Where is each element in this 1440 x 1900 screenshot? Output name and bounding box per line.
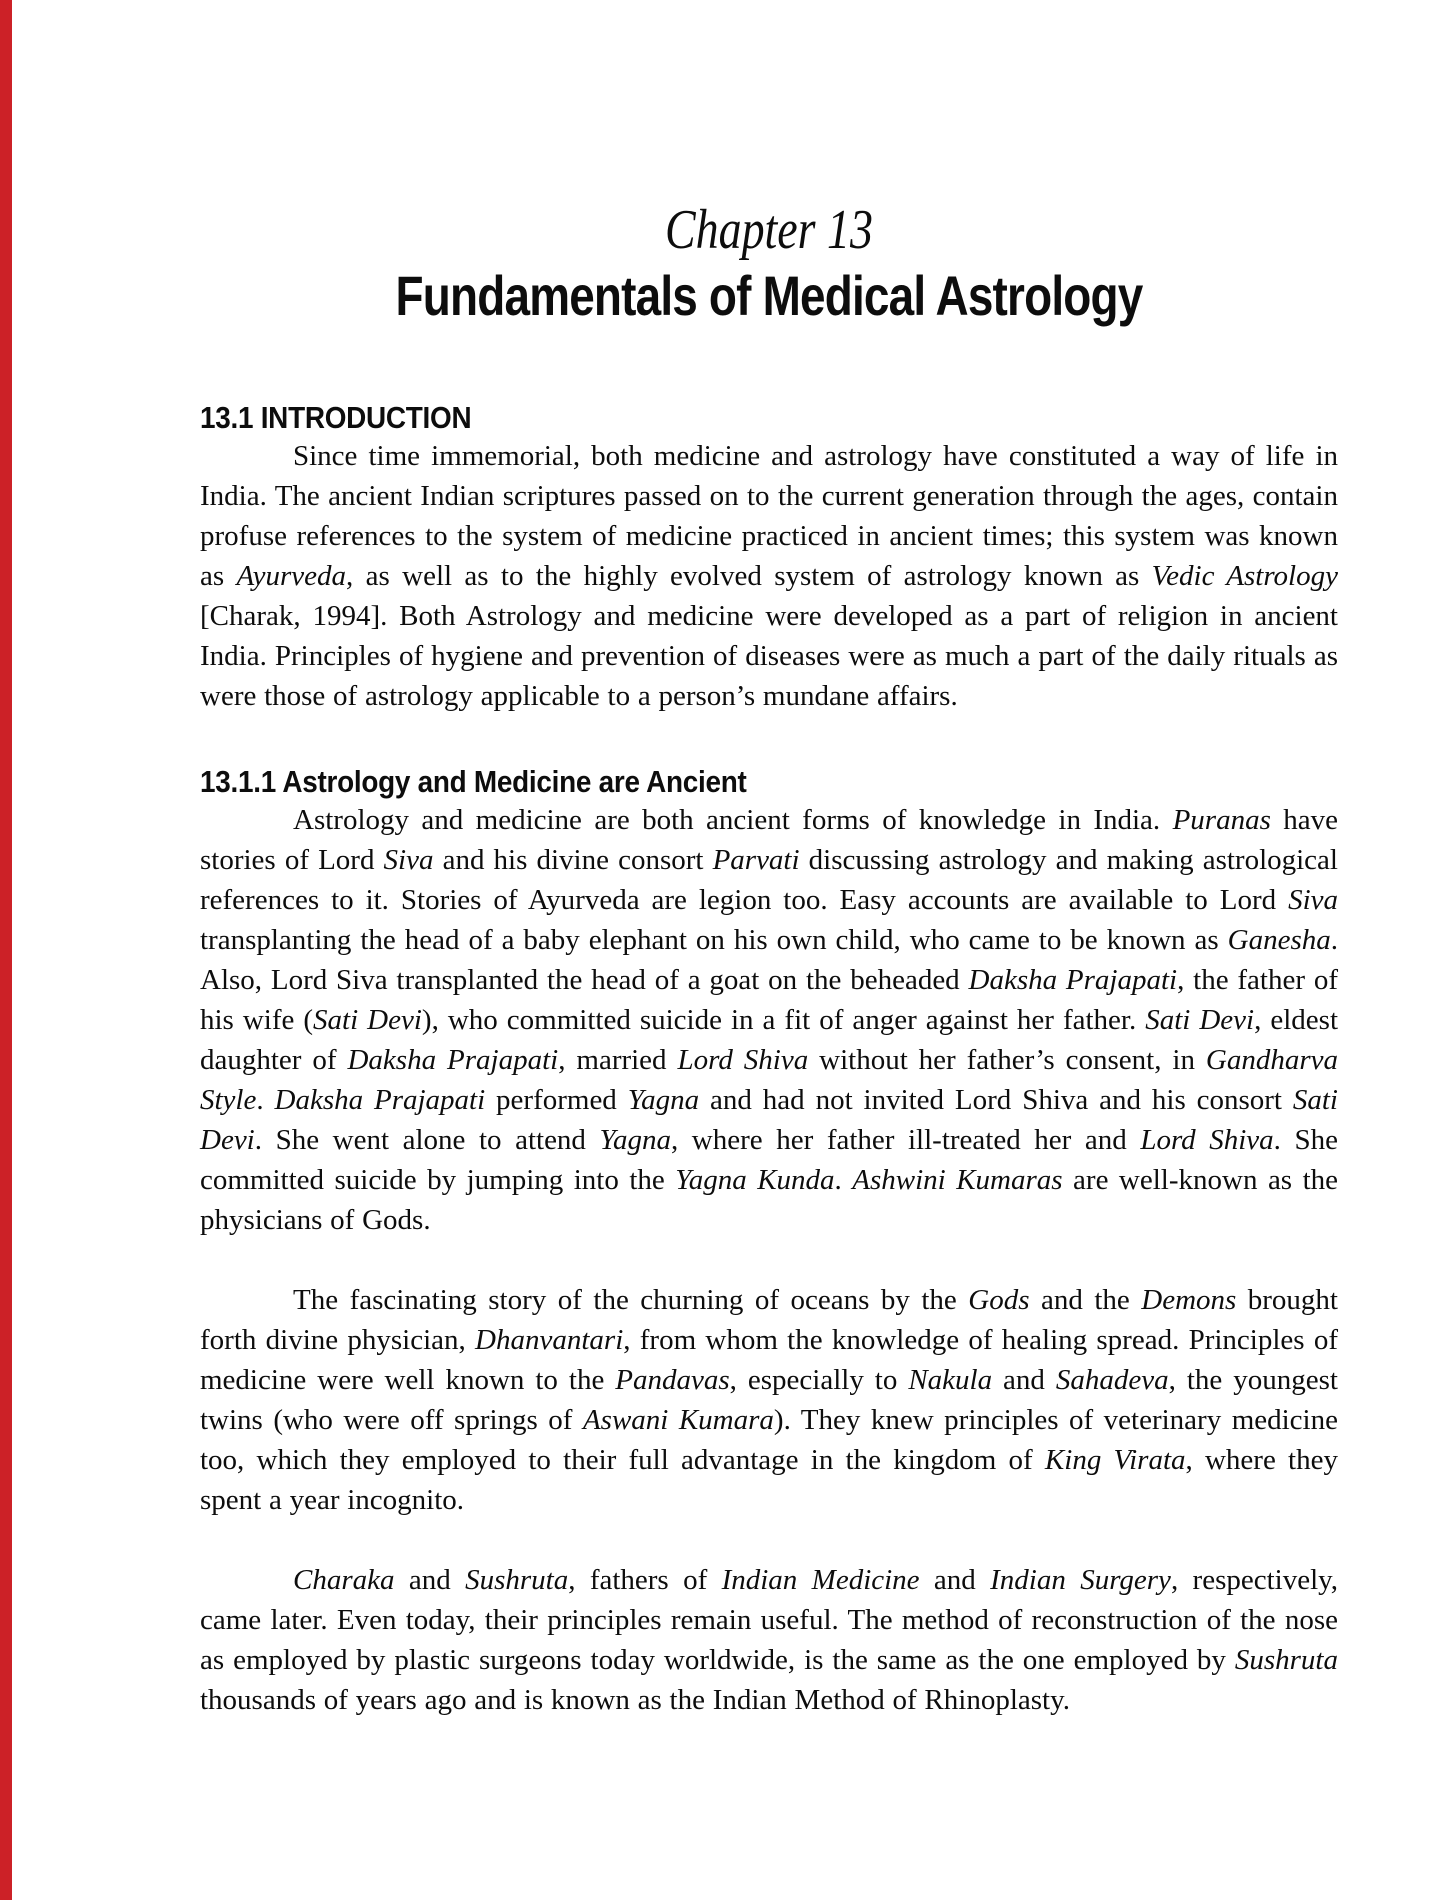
chapter-number: Chapter 13 (665, 199, 873, 261)
italic-term: Ayurveda (236, 560, 347, 592)
italic-term: Sahadeva (1055, 1364, 1169, 1396)
body-paragraph: Astrology and medicine are both ancient forms of knowledge in India. Puranas have stories of Lord Siva and his divine consort Parvati discussing astrology and making astrological references to it. Stories of Ayurveda are legion too. Easy accounts are available to Lord Siva transplanting the head of a baby elephant on his own child, who came to be known as Ganesha. Also, Lord Siva transplanted the head of a goat on the beheaded Daksha Prajapati, the father of his wife (Sati Devi), who committed suicide in a fit of anger against her father. Sati Devi, eldest daughter of Daksha Prajapati, married Lord Shiva without her father’s consent, in Gandharva Style. Daksha Prajapati performed Yagna and had not invited Lord Shiva and his consort Sati Devi. She went alone to attend Yagna, where her father ill-treated her and Lord Shiva. She committed suicide by jumping into the Yagna Kunda. Ashwini Kumaras are well-known as the physicians of Gods. (200, 804, 1339, 1236)
italic-term: Indian Surgery (990, 1564, 1171, 1596)
italic-term: Sushruta (465, 1564, 569, 1596)
italic-term: Sati Devi (313, 1004, 422, 1036)
body-paragraph: Since time immemorial, both medicine and astrology have constituted a way of life in India. The ancient Indian scriptures passed on to the current generation through the ages, contain profuse references to the system of medicine practiced in ancient times; this system was known as Ayurveda, as well as to the highly evolved system of astrology known as Vedic Astrology [Charak, 1994]. Both Astrology and medicine were developed as a part of religion in ancient India. Principles of hygiene and prevention of diseases were as much a part of the daily rituals as were those of astrology applicable to a person’s mundane affairs. (200, 440, 1338, 712)
italic-term: Yagna Kunda (675, 1164, 835, 1196)
italic-term: Sati Devi (1145, 1004, 1255, 1036)
italic-term: Yagna (627, 1084, 700, 1116)
italic-term: Aswani Kumara (582, 1404, 774, 1436)
italic-term: Daksha Prajapati (347, 1044, 559, 1076)
chapter-title: Fundamentals of Medical Astrology (395, 264, 1143, 327)
italic-term: Charaka (293, 1564, 395, 1596)
italic-term: Lord Shiva (1140, 1124, 1274, 1156)
italic-term: Lord Shiva (677, 1044, 809, 1076)
italic-term: Nakula (908, 1364, 993, 1396)
italic-term: Ganesha (1227, 924, 1331, 956)
italic-term: Siva (1288, 884, 1338, 916)
italic-term: Siva (383, 844, 434, 876)
section-heading: 13.1.1 Astrology and Medicine are Ancient (200, 764, 747, 799)
italic-term: Indian Medicine (721, 1564, 920, 1596)
italic-term: Pandavas (615, 1364, 730, 1396)
italic-term: Demons (1141, 1284, 1237, 1316)
section-heading: 13.1 INTRODUCTION (200, 400, 472, 435)
italic-term: Sushruta (1234, 1644, 1338, 1676)
italic-term: Sati Devi (200, 1084, 1338, 1156)
body-paragraph: The fascinating story of the churning of oceans by the Gods and the Demons brought forth divine physician, Dhanvantari, from whom the knowledge of healing spread. Principles of medicine were well known to the Pandavas, especially to Nakula and Sahadeva, the youngest twins (who were off springs of Aswani Kumara). They knew principles of veterinary medicine too, which they employed to their full advantage in the kingdom of King Virata, where they spent a year incognito. (200, 1284, 1338, 1516)
body-paragraph: Charaka and Sushruta, fathers of Indian Medicine and Indian Surgery, respectively, came later. Even today, their principles remain useful. The method of reconstruction of the nose as employed by plastic surgeons today worldwide, is the same as the one employed by Sushruta thousands of years ago and is known as the Indian Method of Rhinoplasty. (200, 1564, 1339, 1716)
italic-term: King Virata (1044, 1444, 1186, 1476)
sections (200, 400, 1338, 1720)
italic-term: Daksha Prajapati (968, 964, 1178, 996)
scan-edge-strip (0, 0, 12, 1900)
italic-term: Puranas (1172, 804, 1271, 836)
italic-term: Ashwini Kumaras (852, 1164, 1063, 1196)
italic-term: Gandharva Style (200, 1044, 1338, 1116)
italic-term: Daksha Prajapati (274, 1084, 486, 1116)
italic-term: Parvati (712, 844, 800, 876)
chapter-header (200, 200, 1338, 328)
page-content (200, 0, 1338, 1720)
italic-term: Vedic Astrology (1151, 560, 1338, 592)
italic-term: Gods (968, 1284, 1030, 1316)
italic-term: Dhanvantari (475, 1324, 624, 1356)
italic-term: Yagna (599, 1124, 671, 1156)
